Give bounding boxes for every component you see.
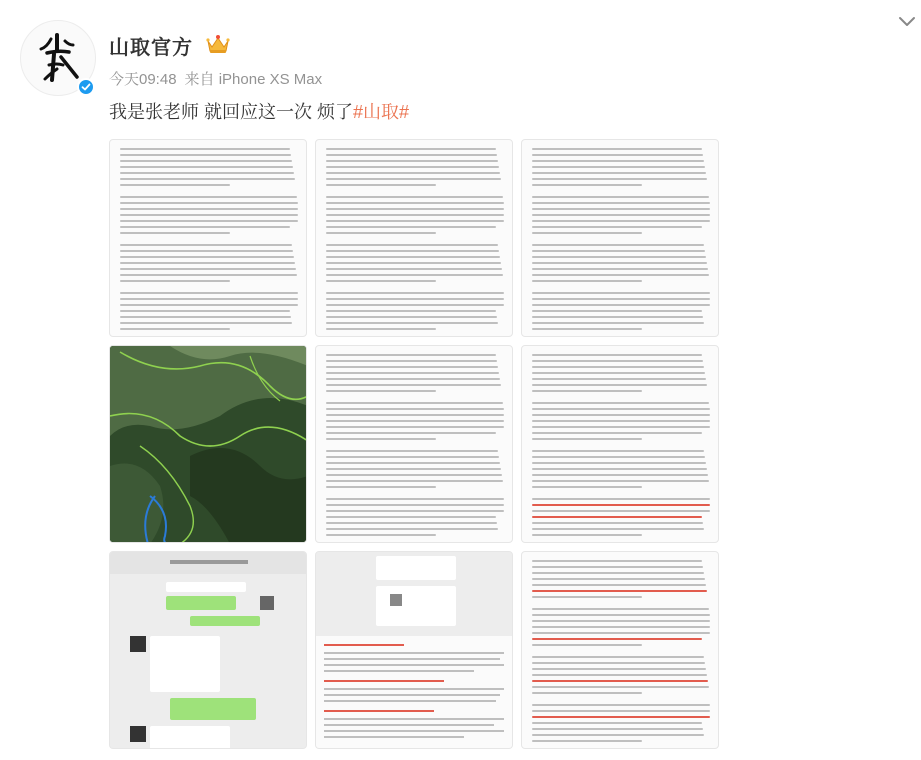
text-line — [120, 214, 298, 216]
text-line — [532, 148, 702, 150]
text-line — [532, 220, 710, 222]
text-line — [326, 250, 499, 252]
text-line — [326, 372, 499, 374]
text-line — [120, 310, 290, 312]
text-line — [532, 710, 710, 712]
text-line — [532, 292, 710, 294]
text-line — [532, 468, 707, 470]
text-line — [326, 450, 498, 452]
text-line — [326, 274, 503, 276]
text-line — [532, 522, 703, 524]
text-line — [532, 378, 706, 380]
text-line — [326, 510, 504, 512]
text-line — [532, 728, 703, 730]
chat-screenshot-image — [110, 552, 307, 749]
text-line — [120, 172, 294, 174]
text-line — [532, 644, 642, 646]
text-line — [120, 154, 291, 156]
post-text-line — [109, 98, 409, 124]
text-line — [120, 160, 292, 162]
text-line — [120, 232, 230, 234]
satellite-map-image — [110, 346, 307, 543]
text-line — [532, 534, 642, 536]
text-line — [532, 716, 710, 718]
text-line — [120, 328, 230, 330]
text-line — [326, 178, 501, 180]
text-line — [532, 614, 710, 616]
text-line — [120, 178, 295, 180]
text-line — [532, 480, 709, 482]
text-line — [120, 148, 290, 150]
text-line — [326, 408, 504, 410]
text-line — [120, 268, 296, 270]
text-line — [532, 632, 710, 634]
text-line — [532, 322, 704, 324]
text-line — [120, 250, 293, 252]
text-line — [532, 202, 710, 204]
text-line — [532, 734, 704, 736]
text-line — [326, 196, 503, 198]
text-line — [532, 438, 642, 440]
text-line — [120, 322, 292, 324]
post-text: 我是张老师 就回应这一次 烦了 — [109, 102, 354, 122]
text-line — [532, 674, 707, 676]
image-thumbnail-map[interactable] — [109, 345, 307, 543]
text-line — [532, 420, 710, 422]
text-line — [532, 172, 706, 174]
text-line — [532, 686, 709, 688]
text-line — [326, 378, 500, 380]
text-line — [532, 590, 707, 592]
text-line — [120, 292, 298, 294]
text-line — [532, 638, 702, 640]
text-line — [326, 486, 436, 488]
text-line — [326, 360, 497, 362]
text-line — [532, 178, 707, 180]
text-line — [326, 256, 500, 258]
text-line — [532, 462, 706, 464]
text-line — [326, 390, 436, 392]
text-line — [532, 402, 709, 404]
text-line — [532, 516, 702, 518]
post-meta — [109, 68, 322, 89]
text-line — [120, 196, 297, 198]
text-line — [326, 474, 502, 476]
text-line — [326, 160, 498, 162]
text-line — [326, 328, 436, 330]
text-line — [326, 534, 436, 536]
text-line — [532, 572, 704, 574]
text-line — [326, 304, 504, 306]
text-line — [326, 432, 496, 434]
text-line — [326, 268, 502, 270]
text-line — [120, 166, 293, 168]
text-line — [532, 408, 710, 410]
text-line — [326, 184, 436, 186]
text-line — [532, 456, 705, 458]
text-line — [532, 184, 642, 186]
text-line — [532, 154, 703, 156]
text-line — [326, 402, 503, 404]
text-line — [326, 226, 496, 228]
text-line — [532, 366, 704, 368]
text-line — [120, 304, 298, 306]
text-line — [532, 372, 705, 374]
text-line — [326, 214, 504, 216]
text-line — [532, 160, 704, 162]
text-line — [532, 566, 703, 568]
text-line — [532, 208, 710, 210]
text-line — [120, 244, 292, 246]
text-line — [326, 456, 499, 458]
text-line — [532, 620, 710, 622]
text-line — [532, 432, 702, 434]
image-thumbnail-document[interactable] — [315, 345, 513, 543]
text-line — [532, 692, 642, 694]
text-line — [532, 310, 702, 312]
text-line — [326, 166, 499, 168]
text-line — [326, 498, 504, 500]
text-line — [326, 172, 500, 174]
text-line — [532, 668, 706, 670]
text-line — [326, 208, 504, 210]
text-line — [532, 626, 710, 628]
text-line — [326, 202, 504, 204]
text-line — [532, 498, 710, 500]
crown-icon[interactable] — [205, 33, 231, 55]
text-line — [532, 166, 705, 168]
chevron-down-icon[interactable] — [898, 14, 916, 28]
text-line — [326, 462, 500, 464]
text-line — [326, 414, 504, 416]
text-line — [326, 366, 498, 368]
text-line — [532, 414, 710, 416]
text-line — [326, 468, 501, 470]
text-line — [532, 262, 707, 264]
text-line — [532, 328, 642, 330]
text-line — [532, 316, 703, 318]
text-line — [326, 298, 504, 300]
text-line — [120, 280, 230, 282]
image-thumbnail-document[interactable] — [315, 139, 513, 337]
text-line — [532, 274, 709, 276]
text-line — [532, 390, 642, 392]
text-line — [532, 584, 706, 586]
text-line — [120, 220, 298, 222]
text-line — [532, 578, 705, 580]
text-line — [532, 528, 704, 530]
text-line — [532, 280, 642, 282]
chat-document-image — [316, 552, 513, 749]
text-line — [532, 384, 707, 386]
text-line — [120, 184, 230, 186]
text-line — [532, 354, 702, 356]
text-line — [120, 208, 298, 210]
text-line — [532, 662, 705, 664]
text-line — [326, 232, 436, 234]
text-line — [326, 516, 496, 518]
verified-badge-icon — [77, 78, 95, 96]
text-line — [326, 316, 497, 318]
text-line — [532, 304, 710, 306]
image-thumbnail-chat[interactable] — [315, 551, 513, 749]
text-line — [326, 420, 504, 422]
text-line — [532, 214, 710, 216]
text-line — [532, 474, 708, 476]
text-line — [532, 232, 642, 234]
text-line — [532, 450, 704, 452]
text-line — [326, 504, 504, 506]
account-name[interactable]: 山取官方 — [109, 37, 193, 59]
text-line — [120, 226, 290, 228]
text-line — [120, 274, 297, 276]
text-line — [532, 656, 704, 658]
text-line — [326, 244, 498, 246]
text-line — [532, 680, 708, 682]
text-line — [532, 268, 708, 270]
text-line — [532, 704, 710, 706]
text-line — [532, 560, 702, 562]
image-thumbnail-chat[interactable] — [109, 551, 307, 749]
text-line — [326, 322, 498, 324]
text-line — [326, 438, 436, 440]
text-line — [532, 596, 642, 598]
text-line — [532, 426, 710, 428]
text-line — [532, 244, 704, 246]
text-line — [532, 608, 709, 610]
text-line — [532, 486, 642, 488]
text-line — [326, 528, 498, 530]
image-thumbnail-document[interactable] — [109, 139, 307, 337]
text-line — [120, 256, 294, 258]
text-line — [326, 292, 504, 294]
text-line — [532, 740, 642, 742]
text-line — [532, 196, 709, 198]
text-line — [532, 510, 710, 512]
text-line — [326, 148, 496, 150]
text-line — [326, 154, 497, 156]
post-time[interactable]: 今天09:48 — [109, 71, 177, 88]
text-line — [532, 256, 706, 258]
text-line — [532, 250, 705, 252]
text-line — [326, 426, 504, 428]
text-line — [120, 262, 295, 264]
text-line — [326, 310, 496, 312]
text-line — [532, 226, 702, 228]
text-line — [532, 504, 710, 506]
image-thumbnail-document[interactable] — [521, 139, 719, 337]
text-line — [326, 354, 496, 356]
post-source: 来自 iPhone XS Max — [184, 71, 323, 88]
text-line — [326, 384, 501, 386]
image-thumbnail-document[interactable] — [521, 345, 719, 543]
text-line — [326, 262, 501, 264]
text-line — [326, 280, 436, 282]
text-line — [532, 298, 710, 300]
text-line — [120, 316, 291, 318]
hashtag-link[interactable]: #山取# — [353, 102, 410, 122]
text-line — [532, 360, 703, 362]
text-line — [326, 220, 504, 222]
text-line — [120, 202, 298, 204]
text-line — [532, 722, 702, 724]
image-thumbnail-document[interactable] — [521, 551, 719, 749]
text-line — [326, 522, 497, 524]
text-line — [326, 480, 503, 482]
text-line — [120, 298, 298, 300]
